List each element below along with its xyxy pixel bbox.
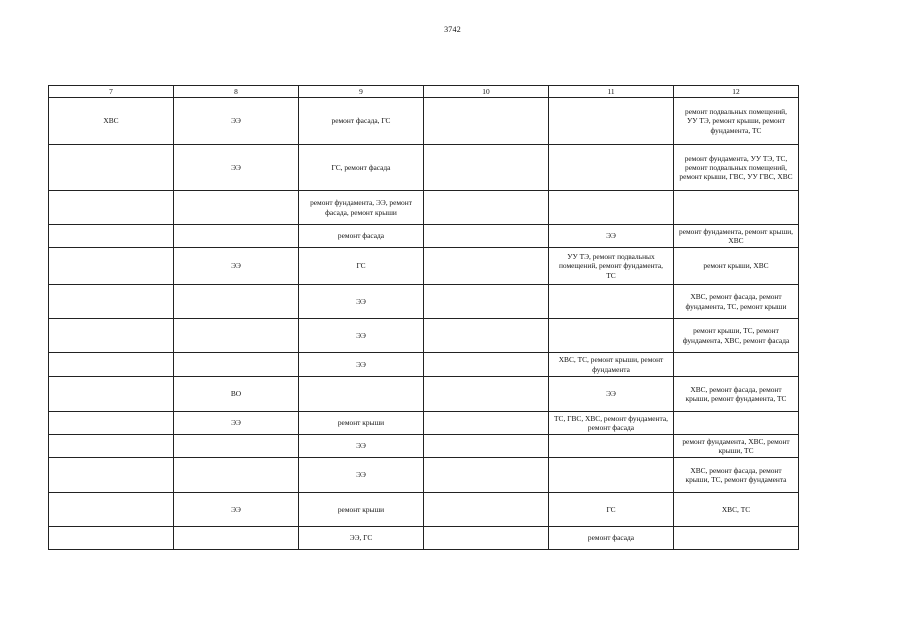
table-cell-col-9: ремонт крыши	[299, 412, 424, 435]
table-cell-col-10	[424, 145, 549, 191]
table-cell-col-11	[549, 285, 674, 319]
table-row	[49, 319, 799, 353]
table-cell-col-10	[424, 458, 549, 493]
table-cell-col-7: ХВС	[49, 98, 174, 145]
column-header-7: 7	[49, 86, 174, 98]
table-cell-col-7	[49, 285, 174, 319]
table-cell-col-10	[424, 98, 549, 145]
table-cell-col-11: ТС, ГВС, ХВС, ремонт фундамента, ремонт фасада	[549, 412, 674, 435]
table-cell-col-7	[49, 458, 174, 493]
table-cell-col-9: ремонт фундамента, ЭЭ, ремонт фасада, ремонт крыши	[299, 191, 424, 225]
table-cell-col-11: ремонт фасада	[549, 527, 674, 550]
table-cell-col-7	[49, 319, 174, 353]
table-cell-col-10	[424, 191, 549, 225]
table-cell-col-10	[424, 225, 549, 248]
table-row	[49, 412, 799, 435]
table-cell-col-9: ремонт фасада, ГС	[299, 98, 424, 145]
table-cell-col-8	[174, 191, 299, 225]
table-body	[49, 98, 799, 550]
table-cell-col-7	[49, 191, 174, 225]
table-cell-col-10	[424, 248, 549, 285]
table-cell-col-12: ремонт фундамента, УУ ТЭ, ТС, ремонт подвальных помещений, ремонт крыши, ГВС, УУ ГВС, ХВС	[674, 145, 799, 191]
table-cell-col-7	[49, 248, 174, 285]
table-row	[49, 285, 799, 319]
table-cell-col-11	[549, 145, 674, 191]
table-cell-col-12: ремонт фундамента, ХВС, ремонт крыши, ТС	[674, 435, 799, 458]
table-cell-col-8	[174, 435, 299, 458]
table-cell-col-8: ЭЭ	[174, 412, 299, 435]
table-cell-col-8: ЭЭ	[174, 248, 299, 285]
table-cell-col-7	[49, 435, 174, 458]
table-cell-col-7	[49, 353, 174, 377]
table-cell-col-12: ХВС, ремонт фасада, ремонт крыши, ТС, ремонт фундамента	[674, 458, 799, 493]
table-cell-col-11: УУ ТЭ, ремонт подвальных помещений, ремонт фундамента, ТС	[549, 248, 674, 285]
data-table	[48, 85, 799, 550]
table-cell-col-12: ХВС, ремонт фасада, ремонт крыши, ремонт фундамента, ТС	[674, 377, 799, 412]
table-row	[49, 191, 799, 225]
table-cell-col-9: ЭЭ	[299, 458, 424, 493]
table-cell-col-10	[424, 285, 549, 319]
table-cell-col-9: ЭЭ	[299, 353, 424, 377]
table-cell-col-8: ЭЭ	[174, 493, 299, 527]
table-cell-col-11: ЭЭ	[549, 225, 674, 248]
column-header-12: 12	[674, 86, 799, 98]
column-header-9: 9	[299, 86, 424, 98]
table-row	[49, 145, 799, 191]
table-cell-col-12: ремонт подвальных помещений, УУ ТЭ, ремонт крыши, ремонт фундамента, ТС	[674, 98, 799, 145]
table-cell-col-9: ЭЭ	[299, 319, 424, 353]
table-cell-col-12: ремонт фундамента, ремонт крыши, ХВС	[674, 225, 799, 248]
table-cell-col-10	[424, 377, 549, 412]
table-cell-col-7	[49, 527, 174, 550]
table-cell-col-9: ГС, ремонт фасада	[299, 145, 424, 191]
column-header-8: 8	[174, 86, 299, 98]
table-cell-col-8	[174, 527, 299, 550]
table-cell-col-9	[299, 377, 424, 412]
table-cell-col-12	[674, 527, 799, 550]
table-cell-col-11: ГС	[549, 493, 674, 527]
table-cell-col-9: ЭЭ, ГС	[299, 527, 424, 550]
table-row	[49, 493, 799, 527]
table-cell-col-10	[424, 435, 549, 458]
table-cell-col-8: ВО	[174, 377, 299, 412]
table-cell-col-8: ЭЭ	[174, 145, 299, 191]
table-cell-col-12	[674, 353, 799, 377]
table-cell-col-7	[49, 377, 174, 412]
table-cell-col-9: ЭЭ	[299, 285, 424, 319]
table-cell-col-8	[174, 458, 299, 493]
table-row	[49, 527, 799, 550]
table-cell-col-12	[674, 412, 799, 435]
column-header-10: 10	[424, 86, 549, 98]
table-cell-col-9: ремонт фасада	[299, 225, 424, 248]
table-cell-col-8	[174, 285, 299, 319]
table-cell-col-8	[174, 353, 299, 377]
table-cell-col-12: ХВС, ремонт фасада, ремонт фундамента, ТС, ремонт крыши	[674, 285, 799, 319]
table-cell-col-10	[424, 493, 549, 527]
table-cell-col-9: ремонт крыши	[299, 493, 424, 527]
table-cell-col-8	[174, 319, 299, 353]
table-header	[49, 86, 799, 98]
table-cell-col-12: ремонт крыши, ТС, ремонт фундамента, ХВС, ремонт фасада	[674, 319, 799, 353]
table-cell-col-7	[49, 145, 174, 191]
table-cell-col-11	[549, 435, 674, 458]
table-row	[49, 458, 799, 493]
table-cell-col-9: ЭЭ	[299, 435, 424, 458]
table-cell-col-11: ЭЭ	[549, 377, 674, 412]
table-cell-col-7	[49, 412, 174, 435]
table-cell-col-11	[549, 319, 674, 353]
table-row	[49, 248, 799, 285]
table-row	[49, 435, 799, 458]
table-row	[49, 225, 799, 248]
table-row	[49, 377, 799, 412]
table-cell-col-10	[424, 319, 549, 353]
table-cell-col-9: ГС	[299, 248, 424, 285]
table-cell-col-11	[549, 458, 674, 493]
table-row	[49, 353, 799, 377]
table-row	[49, 98, 799, 145]
table-cell-col-12	[674, 191, 799, 225]
table-cell-col-12: ремонт крыши, ХВС	[674, 248, 799, 285]
table-cell-col-7	[49, 225, 174, 248]
header-row	[49, 86, 799, 98]
table-cell-col-10	[424, 353, 549, 377]
table-cell-col-11	[549, 98, 674, 145]
table-cell-col-7	[49, 493, 174, 527]
table-cell-col-10	[424, 527, 549, 550]
table-cell-col-8: ЭЭ	[174, 98, 299, 145]
table-cell-col-10	[424, 412, 549, 435]
table-cell-col-12: ХВС, ТС	[674, 493, 799, 527]
column-header-11: 11	[549, 86, 674, 98]
page-number: 3742	[444, 25, 461, 34]
table-cell-col-11	[549, 191, 674, 225]
table-cell-col-8	[174, 225, 299, 248]
table-cell-col-11: ХВС, ТС, ремонт крыши, ремонт фундамента	[549, 353, 674, 377]
